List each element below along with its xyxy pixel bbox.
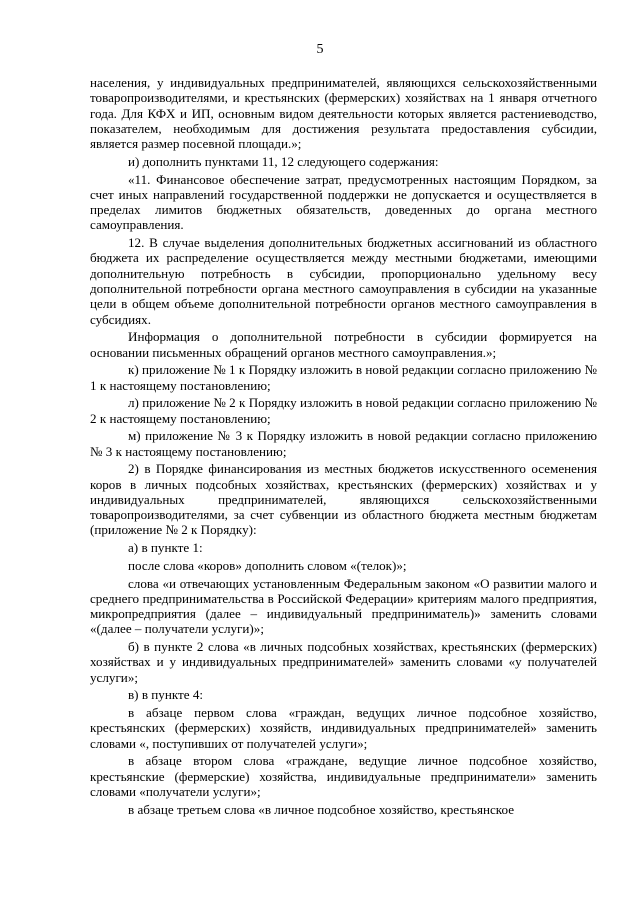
paragraph: б) в пункте 2 слова «в личных подсобных хозяйствах, крестьянских (фермерских) хозяйствах и у индивидуальных предпринимателей» заменить словами «у получателей услуги»; xyxy=(90,639,597,685)
paragraph: «11. Финансовое обеспечение затрат, предусмотренных настоящим Порядком, за счет иных направлений государственной поддержки не допускается и осуществляется в пределах лимитов бюджетных обязательств, доведенных до органа местного самоуправления. xyxy=(90,171,597,233)
paragraph: населения, у индивидуальных предпринимателей, являющихся сельскохозяйственными товаропроизводителями, и крестьянских (фермерских) хозяйствах на 1 января отчетного года. Для КФХ и ИП, основным видом деятельности которых является растениеводство, показателем, необходимым для достижения результата предоставления субсидии, является размер посевной площади.»; xyxy=(90,75,597,152)
paragraph: 2) в Порядке финансирования из местных бюджетов искусственного осеменения коров в личных подсобных хозяйствах, крестьянских (фермерских) хозяйствах и у индивидуальных предпринимателей, являющихся сельскохозяйственными товаропроизводителями, за счет субвенции из областного бюджета местным бюджетам (приложение № 2 к Порядку): xyxy=(90,461,597,538)
paragraph: слова «и отвечающих установленным Федеральным законом «О развитии малого и среднего предпринимательства в Российской Федерации» критериям малого предприятия, микропредприятия (далее – индивидуальный предприниматель)» заменить словами «(далее – получатели услуги)»; xyxy=(90,575,597,637)
paragraph: в абзаце втором слова «граждане, ведущие личное подсобное хозяйство, крестьянские (фермерские) хозяйства, индивидуальные предприниматели» заменить словами «получатели услуги»; xyxy=(90,753,597,799)
paragraph: а) в пункте 1: xyxy=(128,540,203,556)
paragraph: после слова «коров» дополнить словом «(телок)»; xyxy=(128,557,407,573)
paragraph: в абзаце третьем слова «в личное подсобное хозяйство, крестьянское xyxy=(128,801,515,817)
paragraph: в абзаце первом слова «граждан, ведущих личное подсобное хозяйство, крестьянских (фермерских) хозяйств, индивидуальных предпринимателей» заменить словами «, поступивших от получателей услуги»; xyxy=(90,705,597,751)
paragraph: Информация о дополнительной потребности в субсидии формируется на основании письменных обращений органов местного самоуправления.»; xyxy=(90,329,597,360)
document-body xyxy=(90,75,597,819)
paragraph: в) в пункте 4: xyxy=(128,687,204,703)
paragraph: и) дополнить пунктами 11, 12 следующего содержания: xyxy=(128,153,439,169)
paragraph: к) приложение № 1 к Порядку изложить в новой редакции согласно приложению № 1 к настоящему постановлению; xyxy=(90,362,597,393)
page-number: 5 xyxy=(316,42,324,57)
paragraph: л) приложение № 2 к Порядку изложить в новой редакции согласно приложению № 2 к настоящему постановлению; xyxy=(90,395,597,426)
paragraph: 12. В случае выделения дополнительных бюджетных ассигнований из областного бюджета их распределение осуществляется между местными бюджетами, имеющими дополнительную потребность в субсидии, пропорционально удельному весу дополнительной потребности органа местного самоуправления в субсидии на указанные цели в общем объеме дополнительной потребности органов местного самоуправления в субсидиях. xyxy=(90,235,597,327)
paragraph: м) приложение № 3 к Порядку изложить в новой редакции согласно приложению № 3 к настоящему постановлению; xyxy=(90,428,597,459)
